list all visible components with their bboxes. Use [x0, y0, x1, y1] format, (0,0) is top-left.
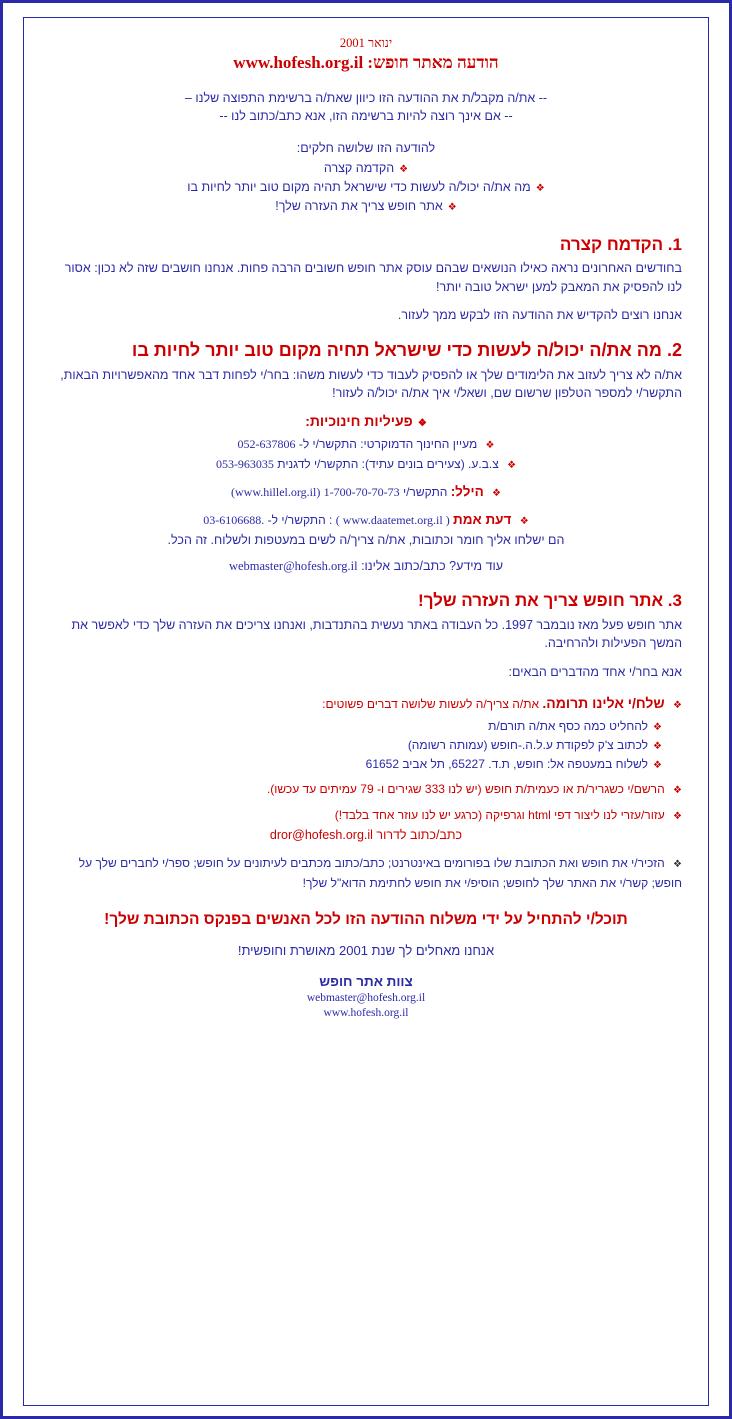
section-2-paragraph-1: את/ה לא צריך לעזוב את הלימודים שלך או להפסיק לעבוד כדי לעשות משהו: בחר/י לפחות דבר אחד מהאפשרויות הבאות, התקשר/י למספר הטלפון שרשום שם, ושאל/י איך את/ה יכול/ה לעזור!: [60, 367, 682, 401]
signature-block: [50, 974, 682, 1022]
toc-heading: להודעה הזו שלושה חלקים:: [296, 141, 436, 156]
list-item: [50, 178, 682, 197]
list-item: [50, 455, 682, 475]
spread-word-label: הזכיר/י את חופש ואת הכתובת שלו בפורומים באינטרנט; כתב/כתוב מכתבים לעיתונים על חופש; ספר/י לחברים שלך על חופש; קשר/י את האתר שלך לחופש; הוסיפ/י את חופש לחתימת הדוא"ל שלך!: [78, 856, 682, 890]
section-1-title: 1. הקדמח קצרה: [559, 234, 682, 254]
call-to-action: תוכל/י להתחיל על ידי משלוח ההודעה הזו לכל האנשים בפנקס הכתובת שלך!: [104, 910, 628, 928]
help-options-list: [50, 692, 682, 775]
diamond-bullet-icon: ❖: [653, 721, 662, 733]
diamond-bullet-icon: ❖: [519, 515, 529, 527]
document-header: [50, 36, 682, 73]
diamond-bullet-icon: ❖: [673, 699, 682, 711]
donate-subtext: את/ה צריך/ה לעשות שלושה דברים פשוטים:: [322, 696, 540, 711]
toc-list: [50, 159, 682, 215]
html-help-contact: כתב/כתוב לדרור dror@hofesh.org.il: [269, 828, 463, 842]
educational-activities-heading: [50, 413, 682, 429]
section-3-paragraph-1: אתר חופש פעל מאז נובמבר 1997. כל העבודה באתר נעשית בהתנדבות, ואנחנו צריכים את העזרה שלך כדי לאפשר את המשך הפעילות ולהרחיבה.: [71, 617, 682, 651]
diamond-bullet-icon: ❖: [399, 164, 409, 176]
list-item: [50, 197, 682, 216]
list-item: [50, 780, 682, 800]
list-item: [50, 481, 682, 503]
daatemet-name: דעת אמת: [453, 511, 512, 527]
section-1: [50, 234, 682, 326]
page-title: הודעה מאתר חופש: www.hofesh.org.il: [233, 53, 499, 72]
diamond-bullet-icon: ❖: [673, 785, 682, 797]
footer-site[interactable]: www.hofesh.org.il: [323, 1007, 409, 1020]
section-1-paragraph-2: אנחנו רוצים להקדיש את ההודעה הזו לבקש ממך לעזור.: [397, 308, 682, 323]
more-info-label: עוד מידע? כתב/כתוב אלינו:: [361, 559, 504, 574]
donate-step-label: להחליט כמה כסף את/ה תורם/ת: [488, 718, 649, 733]
section-3: [50, 590, 682, 893]
toc-item-label: מה את/ה יכול/ה לעשות כדי שישראל תהיה מקום טוב יותר לחיות בו: [187, 180, 531, 194]
donate-headline: שלח/י אלינו תרומה.: [542, 694, 665, 711]
issue-date: ינואר 2001: [339, 36, 393, 50]
hillel-name: הילל:: [450, 483, 484, 499]
diamond-bullet-icon: ❖: [653, 760, 662, 772]
daatemet-entry: [50, 509, 682, 549]
hollow-diamond-bullet-icon: ❖: [673, 859, 682, 871]
diamond-bullet-icon: ❖: [492, 487, 501, 499]
list-item: [50, 717, 662, 736]
toc-item-label: הקדמה קצרה: [323, 161, 395, 176]
signature-name: צוות אתר חופש: [319, 973, 413, 989]
educational-activities-block: [50, 413, 682, 549]
diamond-bullet-icon: ❖: [507, 459, 517, 471]
list-item: [50, 509, 682, 549]
notice-line-1: -- את/ה מקבל/ת את ההודעה הזו כיוון שאת/ה ברשימת התפוצה שלנו –: [184, 91, 548, 105]
section-3-title: 3. אתר חופש צריך את העזרה שלך!: [418, 591, 682, 611]
section-1-paragraph-1: בחודשים האחרונים נראה כאילו הנושאים שבהם עוסק אתר חופש חשובים הרבה פחות. אנחנו חושבים שזה לא נכון: אסור לנו להפסיק את המאבק למען ישראל טובה יותר!: [64, 260, 682, 294]
html-help-label: עזור/עזרי לנו ליצור דפי html וגרפיקה (כרגע יש לנו עוזר אחד בלבד!): [334, 808, 665, 823]
donate-steps-list: [50, 717, 662, 775]
more-info-line: [50, 559, 682, 574]
diamond-bullet-icon: ❖: [447, 201, 457, 213]
educational-activities-label: פעיליות חינוכיות:: [305, 413, 413, 429]
list-item: [50, 736, 662, 755]
section-3-paragraph-2: אנא בחר/י אחד מהדברים הבאים:: [508, 665, 682, 679]
list-item: [50, 159, 682, 178]
hillel-phone: 1-700-70-70-73: [323, 484, 400, 499]
donate-step-label: לשלוח במעטפה אל: חופש, ת.ד. 65227, תל אביב 61652: [365, 757, 649, 772]
mailing-list-notice: [50, 89, 682, 125]
list-item: [50, 435, 682, 455]
donate-step-label: לכתוב צ'ק לפקודת ע.ל.ה.-חופש (עמותה רשומה): [407, 738, 649, 753]
list-item-donate: [50, 692, 682, 775]
daatemet-website-link[interactable]: ( www.daatemet.org.il ): [335, 512, 450, 527]
list-item: [50, 806, 682, 844]
hillel-website-link[interactable]: (www.hillel.org.il): [230, 484, 321, 499]
org-phone: 052-637806: [237, 437, 296, 451]
daatemet-text: : התקשר/י ל-: [267, 512, 333, 527]
hillel-entry: [50, 481, 682, 503]
org-phone: 053-963035: [215, 456, 274, 471]
diamond-bullet-icon: ❖: [485, 440, 495, 451]
new-year-greeting: אנחנו מאחלים לך שנת 2001 מאושרת וחופשית!: [237, 942, 495, 958]
org-description: צ.ב.ע. (צעירים בונים עתיד): התקשר/י לדגנית: [277, 456, 499, 471]
daatemet-note: הם ישלחו אליך חומר וכתובות, את/ה צריך/ה לשים במעטפות ולשלוח. זה הכל.: [167, 533, 565, 548]
diamond-bullet-icon: ❖: [673, 811, 682, 823]
list-item: [50, 755, 662, 774]
list-item: [50, 854, 682, 894]
notice-line-2: -- אם אינך רוצה להיות ברשימה הזו, אנא כתב/כתוב לנו --: [219, 109, 513, 124]
footer-email[interactable]: webmaster@hofesh.org.il: [306, 991, 426, 1004]
ambassador-option: [50, 780, 682, 800]
organizations-list: [50, 435, 682, 475]
diamond-bullet-icon: ❖: [535, 183, 545, 194]
spread-word-option: [50, 854, 682, 894]
org-description: מעיין החינוך הדמוקרטי: התקשר/י ל-: [298, 437, 478, 451]
hillel-text: התקשר/י: [402, 484, 448, 499]
diamond-bullet-icon: ❖: [653, 741, 662, 753]
ambassador-label: הרשם/י כשגריר/ת או כעמית/ת חופש (יש לנו 333 שגירים ו- 79 עמיתים עד עכשו).: [266, 782, 665, 797]
diamond-bullet-icon: ❖: [417, 418, 427, 429]
daatemet-phone: 03-6106688.: [203, 512, 265, 527]
html-help-option: [50, 806, 682, 844]
section-2-title: 2. מה את/ה יכול/ה לעשות כדי שישראל תחיה מקום טוב יותר לחיות בו: [131, 340, 682, 360]
toc-item-label: אתר חופש צריך את העזרה שלך!: [275, 198, 443, 213]
table-of-contents: [50, 141, 682, 215]
section-2: [50, 339, 682, 574]
webmaster-email-link[interactable]: webmaster@hofesh.org.il: [228, 559, 358, 574]
page-inner: [23, 17, 709, 1406]
